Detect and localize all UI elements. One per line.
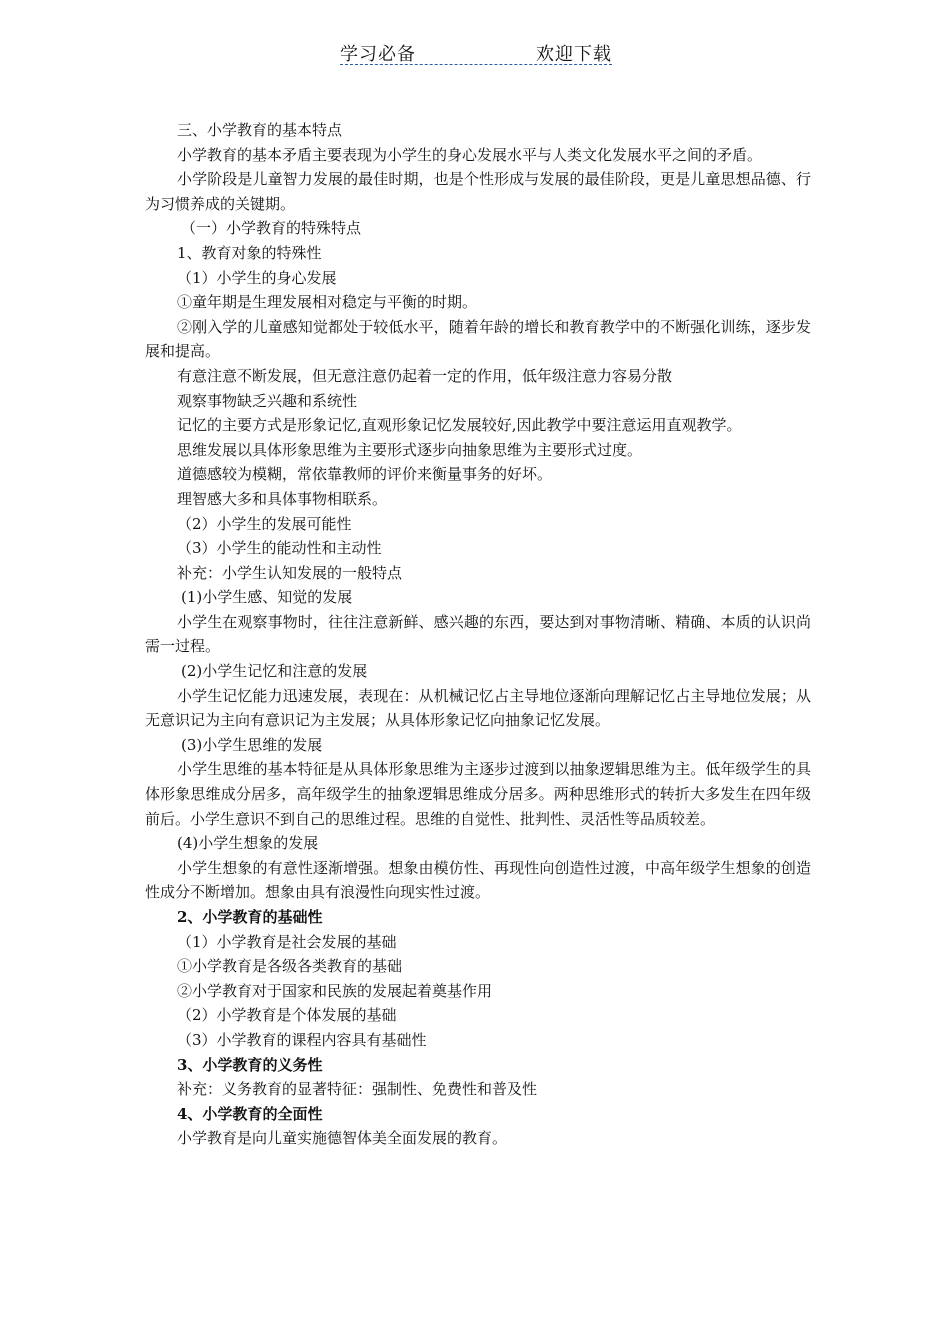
supplement-text: 补充：义务教育的显著特征：强制性、免费性和普及性	[177, 1080, 538, 1099]
paragraph: 有意注意不断发展，但无意注意仍起着一定的作用，低年级注意力容易分散	[177, 366, 673, 385]
paragraph: ①童年期是生理发展相对稳定与平衡的时期。	[177, 293, 478, 312]
subitem-heading: (1)小学生感、知觉的发展	[181, 588, 353, 607]
item-heading: 2、小学教育的基础性	[177, 908, 323, 926]
supplement-heading: 补充：小学生认知发展的一般特点	[177, 563, 403, 582]
header-right-text: 欢迎下载	[536, 44, 612, 65]
page-header	[340, 38, 612, 65]
paragraph: 小学生想象的有意性逐渐增强。想象由模仿性、再现性向创造性过渡，中高年级学生想象的创造性成分不断增加。想象由具有浪漫性向现实性过渡。	[145, 858, 811, 902]
paragraph: 小学阶段是儿童智力发展的最佳时期，也是个性形成与发展的最佳阶段，更是儿童思想品德、行为习惯养成的关键期。	[145, 170, 811, 213]
paragraph: 理智感大多和具体事物相联系。	[177, 489, 388, 508]
section-heading: 三、小学教育的基本特点	[177, 121, 343, 139]
subitem-heading: (4)小学生想象的发展	[177, 834, 319, 853]
paragraph: 小学生记忆能力迅速发展，表现在：从机械记忆占主导地位逐渐向理解记忆占主导地位发展；从无意识记为主向有意识记为主发展；从具体形象记忆向抽象记忆发展。	[145, 686, 811, 730]
header-left-text: 学习必备	[340, 44, 416, 65]
item-heading: 4、小学教育的全面性	[177, 1104, 323, 1123]
subitem-heading: (3)小学生思维的发展	[181, 735, 323, 754]
subsection-heading: （一）小学教育的特殊特点	[181, 219, 362, 238]
item-heading: 3、小学教育的义务性	[177, 1055, 323, 1074]
subitem-heading: （1）小学教育是社会发展的基础	[177, 932, 397, 951]
subitem-heading: （3）小学生的能动性和主动性	[177, 539, 382, 558]
subitem-heading: (2)小学生记忆和注意的发展	[181, 662, 368, 681]
paragraph: ①小学教育是各级各类教育的基础	[177, 957, 403, 976]
paragraph: 记忆的主要方式是形象记忆,直观形象记忆发展较好,因此教学中要注意运用直观教学。	[177, 416, 742, 435]
paragraph: 小学教育是向儿童实施德智体美全面发展的教育。	[177, 1129, 508, 1148]
subitem-heading: （2）小学生的发展可能性	[177, 514, 352, 533]
subitem-heading: （3）小学教育的课程内容具有基础性	[177, 1030, 427, 1049]
subitem-heading: （1）小学生的身心发展	[177, 268, 337, 287]
document-body	[145, 118, 811, 1151]
paragraph: 小学生在观察事物时，往往注意新鲜、感兴趣的东西，要达到对事物清晰、精确、本质的认识尚需一过程。	[145, 612, 811, 656]
paragraph: 小学生思维的基本特征是从具体形象思维为主逐步过渡到以抽象逻辑思维为主。低年级学生的具体形象思维成分居多，高年级学生的抽象逻辑思维成分居多。两种思维形式的转折大多发生在四年级前后。小学生意识不到自己的思维过程。思维的自觉性、批判性、灵活性等品质较差。	[145, 760, 811, 828]
paragraph: 观察事物缺乏兴趣和系统性	[177, 391, 358, 410]
subitem-heading: （2）小学教育是个体发展的基础	[177, 1006, 397, 1025]
item-heading: 1、教育对象的特殊性	[177, 243, 322, 262]
paragraph: ②刚入学的儿童感知觉都处于较低水平，随着年龄的增长和教育教学中的不断强化训练，逐步发展和提高。	[145, 317, 811, 361]
paragraph: 小学教育的基本矛盾主要表现为小学生的身心发展水平与人类文化发展水平之间的矛盾。	[177, 145, 763, 164]
paragraph: 道德感较为模糊，常依靠教师的评价来衡量事务的好坏。	[177, 465, 553, 484]
paragraph: 思维发展以具体形象思维为主要形式逐步向抽象思维为主要形式过度。	[177, 440, 643, 459]
paragraph: ②小学教育对于国家和民族的发展起着奠基作用	[177, 981, 493, 1000]
